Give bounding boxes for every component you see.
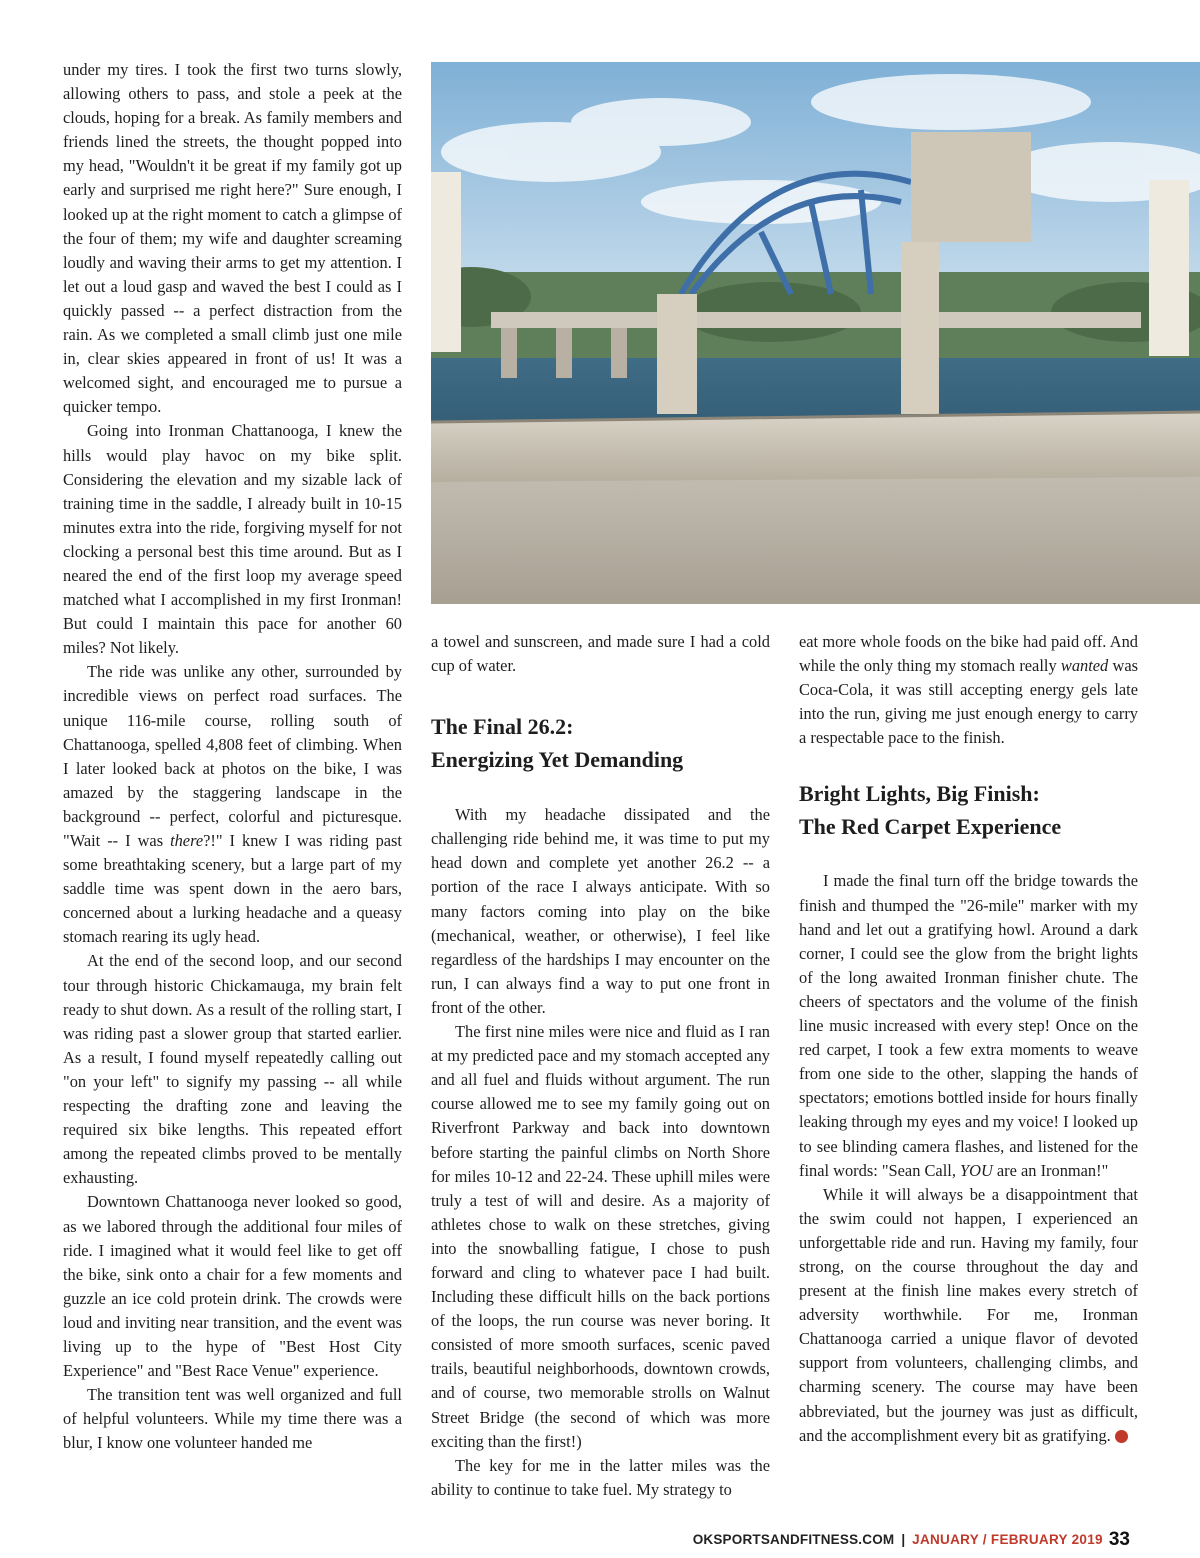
paragraph: The first nine miles were nice and fluid as I ran at my predicted pace and my stomach accepted any and all fuel and fluids without argument. The run course allowed me to see my family going out on Riverfront Parkway and back into downtown before starting the painful climbs on North Shore for miles 10-12 and 22-24. These uphill miles were truly a test of will and desire. As a majority of athletes chose to walk on these stretches, giving into the snowballing fatigue, I chose to push forward and cling to whatever pace I had built. Including these difficult hills on the back portions of the loops, the run course was never boring. It consisted of more smooth surfaces, scenic paved trails, beautiful neighborhoods, downtown crowds, and of course, two memorable strolls on Walnut Street Bridge (the second of which was more exciting than the first!) <box>431 1022 770 1451</box>
article-column-3 <box>799 630 1147 1448</box>
emphasis: YOU <box>960 1160 993 1180</box>
paragraph: The transition tent was well organized and full of helpful volunteers. While my time there was a blur, I know one volunteer handed me <box>63 1385 402 1453</box>
footer-issue-date: JANUARY / FEBRUARY 2019 <box>912 1532 1103 1547</box>
paragraph: under my tires. I took the first two turns slowly, allowing others to pass, and stole a peek at the clouds, hoping for a break. As family members and friends lined the streets, the thought popped into my head, "Wouldn't it be great if my family got up early and surprised me right here?" Sure enough, I looked up at the right moment to catch a glimpse of the four of them; my wife and daughter screaming loudly and waving their arms to get my attention. I let out a loud gasp and waved the best I could as I quickly passed -- a perfect distraction from the rain. As we completed a small climb just one mile in, clear skies appeared in front of us! It was a welcomed sight, and encouraged me to pursue a quicker tempo. <box>63 60 402 417</box>
paragraph: While it will always be a disappointment that the swim could not happen, I experienced an unforgettable ride and run. Having my family, four strong, on the course throughout the day and present at the finish line makes every stretch of adversity worthwhile. For me, Ironman Chattanooga carried a unique flavor of devoted support from volunteers, challenging climbs, and charming scenery. The course may have been abbreviated, but the journey was just as difficult, and the accomplishment every bit as gratifying. ✓ <box>799 1184 1147 1445</box>
bridge-photo <box>431 62 1200 604</box>
footer-website: OKSPORTSANDFITNESS.COM <box>692 1532 895 1547</box>
paragraph: a towel and sunscreen, and made sure I had a cold cup of water. <box>431 632 770 676</box>
page-footer <box>693 1528 1130 1552</box>
emphasis: wanted <box>1060 656 1109 676</box>
article-column-2 <box>431 630 770 1502</box>
page-number: 33 <box>1108 1529 1130 1550</box>
paragraph: I made the final turn off the bridge towards the finish and thumped the "26-mile" marker with my hand and let out a gratifying howl. Around a dark corner, I could see the glow from the bright lights of the long awaited Ironman finisher chute. The cheers of spectators and the volume of the finish line music increased with every step! Once on the red carpet, I took a few extra moments to weave from one side to the other, slapping the hands of spectators; emotions bottled inside for hours finally leaking through my eyes and my voice! I looked up to see blinding camera flashes, and listened for the final words: "Sean Call, YOU are an Ironman!" <box>799 871 1138 1180</box>
article-column-1 <box>63 58 402 1455</box>
paragraph: Going into Ironman Chattanooga, I knew the hills would play havoc on my bike split. Considering the elevation and my sizable lack of training time in the saddle, I already built in 10-15 minutes extra into the ride, forgiving myself for not clocking a personal best this time around. But as I neared the end of the first loop my average speed matched what I accomplished in my first Ironman! But could I maintain this pace for another 60 miles? Not likely. <box>63 421 402 658</box>
section-heading-final-26-2: The Final 26.2: Energizing Yet Demanding <box>431 714 684 773</box>
paragraph: eat more whole foods on the bike had paid off. And while the only thing my stomach really wanted was Coca-Cola, it was still accepting energy gels late into the run, giving me just enough energy to carry a respectable pace to the finish. <box>799 632 1138 748</box>
end-of-article-logo-icon: ✓ <box>1115 1430 1128 1443</box>
paragraph: At the end of the second loop, and our second tour through historic Chickamauga, my brain felt ready to shut down. As a result of the rolling start, I was riding past a slower group that started earlier. As a result, I found myself repeatedly calling out "on your left" to signify my passing -- all while respecting the drafting zone and leaving the required six bike lengths. This repeated effort among the repeated climbs proved to be mentally exhausting. <box>63 951 402 1188</box>
paragraph: Downtown Chattanooga never looked so good, as we labored through the additional four miles of ride. I imagined what it would feel like to get off the bike, sink onto a chair for a few moments and guzzle an ice cold protein drink. The crowds were loud and inviting near transition, and the event was living up to the hype of "Best Host City Experience" and "Best Race Venue" experience. <box>63 1192 402 1381</box>
paragraph: The key for me in the latter miles was the ability to continue to take fuel. My strategy to <box>431 1455 770 1499</box>
footer-separator: | <box>901 1532 906 1547</box>
paragraph: The ride was unlike any other, surrounded by incredible views on perfect road surfaces. The unique 116-mile course, rolling south of Chattanooga, spelled 4,808 feet of climbing. When I later looked back at photos on the bike, I was amazed by the staggering landscape in the background -- perfect, colorful and picturesque. "Wait -- I was there?!" I knew I was riding past some breathtaking scenery, but a large part of my saddle time was spent down in the aero bars, concerned about a lurking headache and a queasy stomach rearing its ugly head. <box>63 662 402 947</box>
emphasis: there <box>170 831 204 850</box>
section-heading-bright-lights: Bright Lights, Big Finish: The Red Carpet Experience <box>799 781 1062 840</box>
paragraph: With my headache dissipated and the challenging ride behind me, it was time to put my head down and complete yet another 26.2 -- a portion of the race I always anticipate. With so many factors coming into play on the bike (mechanical, weather, or otherwise), I feel like regardless of the hardships I may encounter on the run, I can always find a way to put one front in front of the other. <box>431 805 770 1017</box>
